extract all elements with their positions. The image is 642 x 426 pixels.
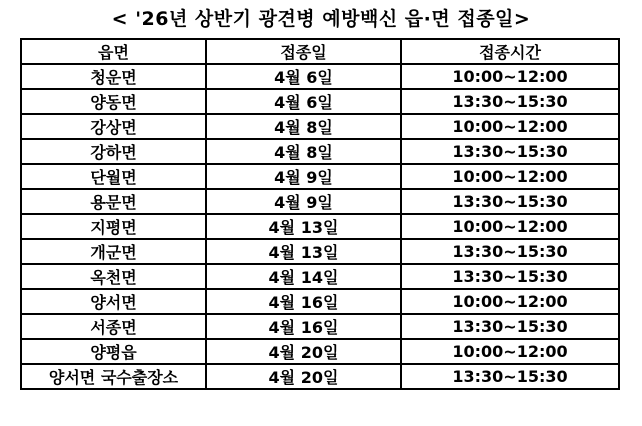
- table-row: [21, 289, 619, 314]
- cell-time: 13:30~15:30: [401, 314, 619, 339]
- cell-date: 4월 8일: [206, 114, 401, 139]
- cell-date: 4월 9일: [206, 164, 401, 189]
- cell-date: 4월 8일: [206, 139, 401, 164]
- cell-date: 4월 6일: [206, 89, 401, 114]
- page-title: < '26년 상반기 광견병 예방백신 읍·면 접종일>: [111, 8, 531, 30]
- table-row: [21, 89, 619, 114]
- cell-date: 4월 16일: [206, 289, 401, 314]
- table-row: [21, 114, 619, 139]
- table-row: [21, 239, 619, 264]
- cell-township: 청운면: [21, 64, 206, 89]
- column-header-date: 접종일: [206, 39, 401, 64]
- table-header-row: [21, 39, 619, 64]
- table-row: [21, 164, 619, 189]
- cell-township: 용문면: [21, 189, 206, 214]
- cell-time: 13:30~15:30: [401, 139, 619, 164]
- table-row: [21, 364, 619, 389]
- cell-date: 4월 13일: [206, 239, 401, 264]
- cell-township: 양서면 국수출장소: [21, 364, 206, 389]
- column-header-township: 읍면: [21, 39, 206, 64]
- cell-time: 10:00~12:00: [401, 64, 619, 89]
- cell-township: 옥천면: [21, 264, 206, 289]
- cell-time: 13:30~15:30: [401, 239, 619, 264]
- cell-time: 10:00~12:00: [401, 339, 619, 364]
- cell-date: 4월 16일: [206, 314, 401, 339]
- table-row: [21, 64, 619, 89]
- table-row: [21, 339, 619, 364]
- cell-time: 13:30~15:30: [401, 189, 619, 214]
- cell-township: 단월면: [21, 164, 206, 189]
- cell-time: 13:30~15:30: [401, 89, 619, 114]
- cell-township: 양서면: [21, 289, 206, 314]
- table-row: [21, 189, 619, 214]
- cell-township: 지평면: [21, 214, 206, 239]
- table-row: [21, 139, 619, 164]
- cell-township: 양평읍: [21, 339, 206, 364]
- table-row: [21, 264, 619, 289]
- table-row: [21, 214, 619, 239]
- cell-time: 13:30~15:30: [401, 364, 619, 389]
- column-header-time: 접종시간: [401, 39, 619, 64]
- cell-date: 4월 13일: [206, 214, 401, 239]
- cell-time: 13:30~15:30: [401, 264, 619, 289]
- cell-date: 4월 14일: [206, 264, 401, 289]
- cell-township: 강상면: [21, 114, 206, 139]
- cell-time: 10:00~12:00: [401, 114, 619, 139]
- cell-time: 10:00~12:00: [401, 214, 619, 239]
- cell-date: 4월 20일: [206, 364, 401, 389]
- cell-date: 4월 6일: [206, 64, 401, 89]
- table-body: [21, 64, 619, 389]
- cell-date: 4월 20일: [206, 339, 401, 364]
- cell-township: 개군면: [21, 239, 206, 264]
- cell-time: 10:00~12:00: [401, 164, 619, 189]
- table-header: [21, 39, 619, 64]
- vaccination-schedule-table: [20, 38, 620, 390]
- cell-date: 4월 9일: [206, 189, 401, 214]
- cell-time: 10:00~12:00: [401, 289, 619, 314]
- cell-township: 서종면: [21, 314, 206, 339]
- cell-township: 강하면: [21, 139, 206, 164]
- table-row: [21, 314, 619, 339]
- cell-township: 양동면: [21, 89, 206, 114]
